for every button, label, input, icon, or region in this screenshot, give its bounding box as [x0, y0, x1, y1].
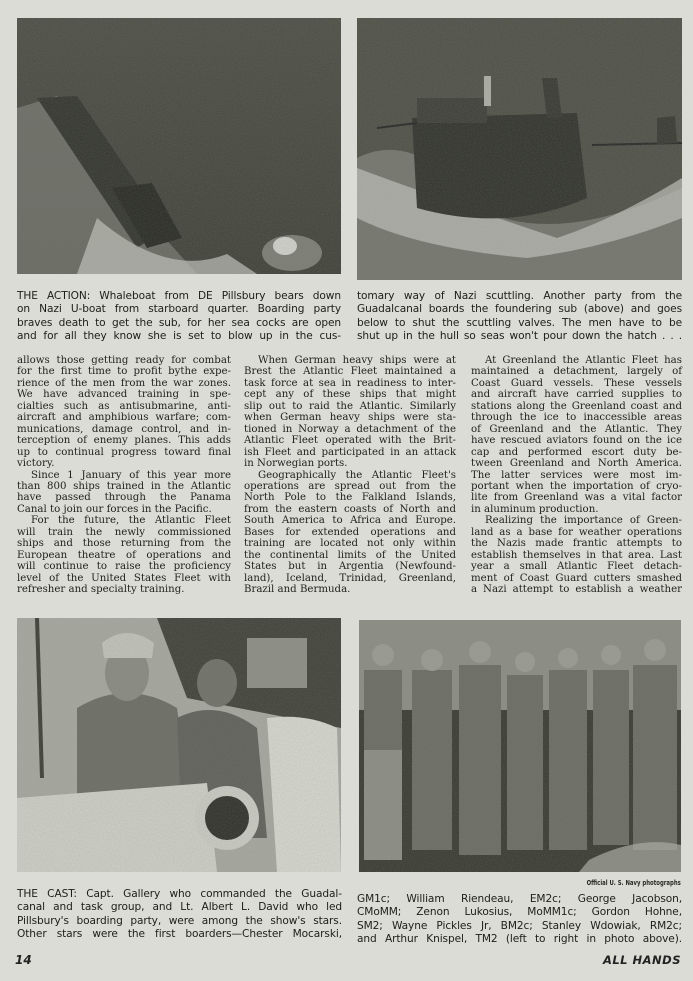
article-line: tween Greenland and North America.	[471, 458, 682, 470]
article-line: munications, damage control, and in-	[17, 423, 231, 435]
caption-line: THE CAST: Capt. Gallery who commanded the Guadal-	[17, 888, 342, 900]
article-line: When German heavy ships were at	[258, 355, 456, 366]
article-line: terception of enemy planes. This adds	[17, 435, 231, 447]
article-line: cap and performed escort duty be-	[471, 446, 682, 458]
article-line: the continental limits of the United	[244, 549, 456, 561]
article-line: up to continual progress toward final	[17, 446, 231, 458]
article-column-2	[244, 355, 456, 596]
caption-line: SM2; Wayne Pickles Jr, BM2c; Stanley Wdowiak, RM2c;	[357, 919, 682, 932]
article-line: than 800 ships trained in the Atlantic	[17, 480, 231, 492]
article-line: Canal to join our forces in the Pacific.	[17, 503, 212, 515]
article-line: Bases for extended operations and	[244, 526, 456, 538]
article-line: operations are spread out from the	[244, 480, 456, 492]
article-column-1	[17, 355, 231, 596]
caption-the-cast-continued	[357, 893, 682, 946]
photo-uboat-whaleboat	[17, 18, 341, 274]
page-number: 14	[15, 953, 32, 967]
article-line: ment of Coast Guard cutters smashed	[471, 572, 682, 584]
article-line: The latter services were most im-	[471, 469, 682, 481]
article-line: of Greenland and the Atlantic. They	[471, 423, 682, 435]
article-line: land as a base for weather operations	[471, 526, 682, 538]
article-line: when German heavy ships were sta-	[244, 412, 456, 424]
article-line: task force at sea in readiness to inter-	[244, 377, 456, 389]
article-line: through the ice to inaccessible areas	[471, 412, 682, 424]
article-line: Geographically the Atlantic Fleet's	[258, 469, 456, 481]
article-line: have rescued aviators found on the ice	[471, 435, 682, 447]
article-line: aircraft and amphibious warfare; com-	[17, 412, 231, 424]
article-line: South America to Africa and Europe.	[244, 515, 456, 527]
caption-line: Guadalcanal boards the foundering sub (above) and goes	[357, 303, 682, 316]
caption-line: shut up in the hull so seas won't pour down the hatch . . .	[357, 329, 682, 342]
article-line: ish Fleet and participated in an attack	[244, 446, 456, 458]
article-line: have passed through the Panama	[17, 492, 231, 504]
article-line: from the eastern coasts of North and	[244, 503, 456, 515]
caption-the-action-continued	[357, 290, 682, 343]
photo-boarding-party-sub	[357, 18, 682, 280]
article-line: cialties such as antisubmarine, anti-	[17, 400, 231, 412]
photo-officers-on-bridge	[17, 618, 341, 872]
caption-line: Pillsbury's boarding party, were among the show's stars.	[17, 914, 342, 927]
photo-boarding-crew	[359, 620, 681, 872]
article-line: the Nazis made frantic attempts to	[471, 538, 682, 550]
article-line: North Pole to the Falkland Islands,	[244, 492, 456, 504]
article-line: lite from Greenland was a vital factor	[471, 492, 682, 504]
article-line: At Greenland the Atlantic Fleet has	[485, 355, 682, 366]
article-line: For the future, the Atlantic Fleet	[31, 515, 231, 527]
article-line: will continue to raise the proficiency	[17, 561, 231, 573]
article-line: for the first time to profit bythe expe-	[17, 366, 231, 378]
caption-line: and Arthur Knispel, TM2 (left to right in photo above).	[357, 932, 682, 945]
caption-line: CMoMM; Zenon Lukosius, MoMM1c; Gordon Hohne,	[357, 906, 682, 919]
article-line: portant when the importation of cryo-	[471, 480, 682, 492]
article-line: Atlantic Fleet operated with the Brit-	[244, 435, 456, 447]
caption-line: on Nazi U-boat from starboard quarter. Boarding party	[17, 303, 341, 316]
article-line: We have advanced training in spe-	[17, 389, 231, 401]
caption-line: and for all they know she is set to blow up in the cus-	[17, 329, 341, 342]
article-line: refresher and specialty training.	[17, 584, 185, 596]
article-line: in aluminum production.	[471, 503, 599, 515]
caption-line: tomary way of Nazi scuttling. Another party from the	[357, 290, 682, 302]
article-line: maintained a detachment, largely of	[471, 366, 682, 378]
article-line: level of the United States Fleet with	[17, 572, 231, 584]
article-line: Brazil and Bermuda.	[244, 584, 351, 596]
article-line: land), Iceland, Trinidad, Greenland,	[244, 572, 456, 584]
article-line: cept any of these ships that might	[244, 389, 456, 401]
photo-credit: Official U. S. Navy photographs	[586, 879, 681, 887]
caption-line: THE ACTION: Whaleboat from DE Pillsbury bears down	[17, 290, 341, 302]
article-line: training are located not only within	[244, 538, 456, 550]
article-line: Brest the Atlantic Fleet maintained a	[244, 366, 456, 378]
article-column-3	[471, 355, 682, 596]
caption-line: braves death to get the sub, for her sea cocks are open	[17, 316, 341, 329]
article-line: year a small Atlantic Fleet detach-	[471, 561, 682, 573]
caption-line: Other stars were the first boarders—Chester Mocarski,	[17, 927, 342, 940]
caption-the-action	[17, 290, 341, 343]
article-line: stations along the Greenland coast and	[471, 400, 682, 412]
article-line: Since 1 January of this year more	[31, 469, 231, 481]
caption-the-cast	[17, 888, 342, 941]
article-line: tioned in Norway a detachment of the	[244, 423, 456, 435]
caption-line: below to shut the scuttling valves. The men have to be	[357, 316, 682, 329]
article-line: allows those getting ready for combat	[17, 355, 231, 366]
article-line: slip out to raid the Atlantic. Similarly	[244, 400, 456, 412]
article-line: Coast Guard vessels. These vessels	[471, 377, 682, 389]
article-line: victory.	[17, 458, 55, 470]
article-line: and aircraft have carried supplies to	[471, 389, 682, 401]
article-line: establish themselves in that area. Last	[471, 549, 682, 561]
article-line: ships and those returning from the	[17, 538, 231, 550]
magazine-name: ALL HANDS	[602, 953, 681, 967]
article-line: Realizing the importance of Green-	[485, 515, 682, 527]
article-line: States but in Argentia (Newfound-	[244, 561, 456, 573]
article-line: will train the newly commissioned	[17, 526, 231, 538]
article-line: rience of the men from the war zones.	[17, 377, 231, 389]
article-line: in Norwegian ports.	[244, 458, 348, 470]
article-line: a Nazi attempt to establish a weather	[471, 584, 682, 596]
article-line: European theatre of operations and	[17, 549, 231, 561]
caption-line: canal and task group, and Lt. Albert L. David who led	[17, 901, 342, 914]
caption-line: GM1c; William Riendeau, EM2c; George Jacobson,	[357, 893, 682, 905]
